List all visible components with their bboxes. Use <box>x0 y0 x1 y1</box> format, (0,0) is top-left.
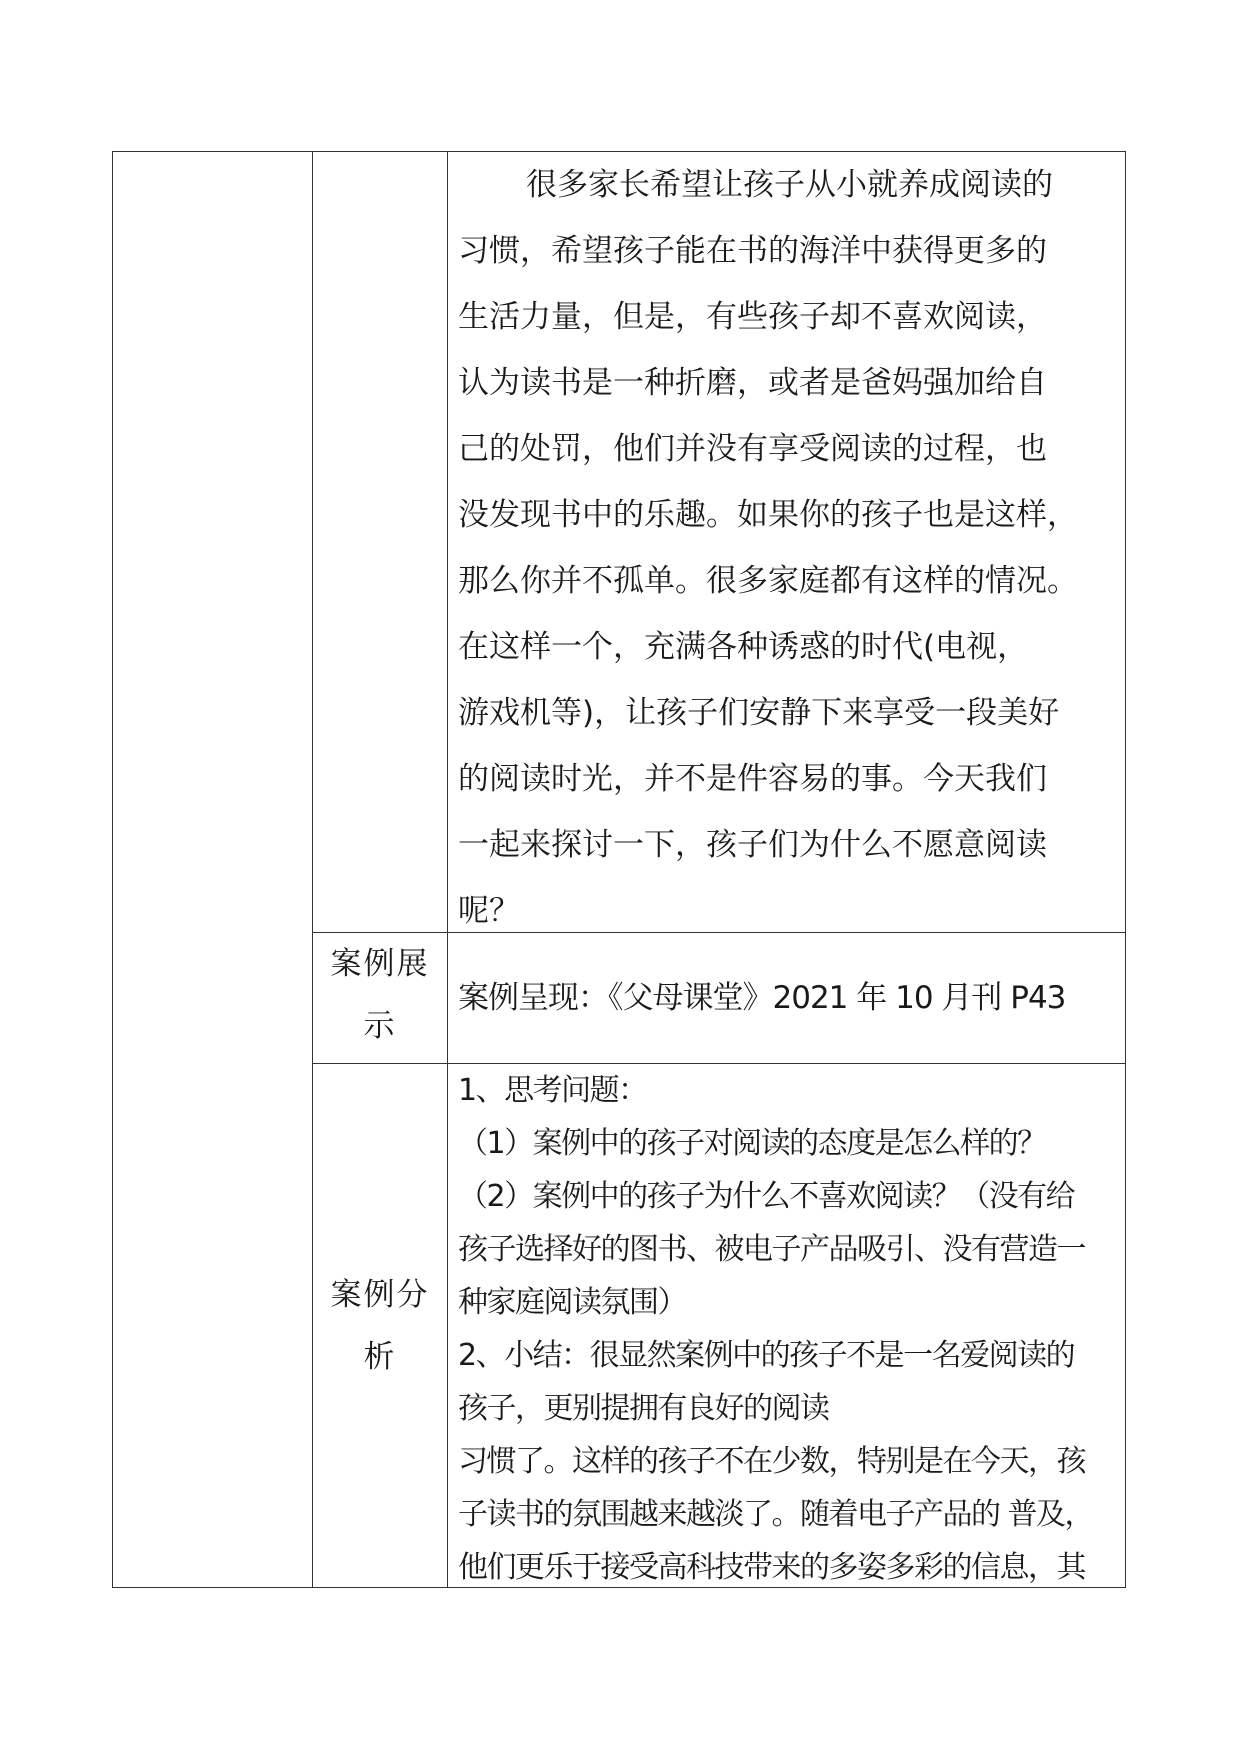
intro-line: 游戏机等)，让孩子们安静下来享受一段美好 <box>458 695 1060 731</box>
lesson-plan-table <box>112 151 1126 1588</box>
case-display-label-cell <box>313 933 448 1064</box>
intro-line: 一起来探讨一下，孩子们为什么不愿意阅读 <box>458 827 1047 863</box>
case-analysis-text <box>448 1064 1125 1587</box>
intro-line: 那么你并不孤单。很多家庭都有这样的情况。 <box>458 563 1078 599</box>
analysis-line: （1）案例中的孩子对阅读的态度是怎么样的？ <box>458 1126 1046 1161</box>
analysis-line: 习惯了。这样的孩子不在少数，特别是在今天，孩 <box>458 1444 1085 1479</box>
case-analysis-label-cell <box>313 1064 448 1588</box>
case-display-label: 案例展 示 <box>330 946 430 1044</box>
case-analysis-content-cell <box>448 1064 1126 1588</box>
blank-label-cell <box>313 152 448 933</box>
intro-line: 己的处罚，他们并没有享受阅读的过程，也 <box>458 431 1047 467</box>
blank-stage-cell <box>113 152 313 1588</box>
intro-line: 的阅读时光，并不是件容易的事。今天我们 <box>458 761 1047 797</box>
intro-line: 生活力量，但是，有些孩子却不喜欢阅读， <box>458 299 1047 335</box>
intro-line: 在这样一个，充满各种诱惑的时代(电视， <box>458 629 1029 665</box>
case-analysis-label: 案例分 析 <box>330 1276 430 1375</box>
intro-line: 认为读书是一种折磨，或者是爸妈强加给自 <box>458 365 1047 401</box>
case-display-content: 案例呈现：《父母课堂》2021 年 10 月刊 P43 <box>458 980 1066 1016</box>
intro-line: 习惯，希望孩子能在书的海洋中获得更多的 <box>458 233 1047 269</box>
analysis-line: （2）案例中的孩子为什么不喜欢阅读？（没有给 <box>458 1179 1075 1214</box>
analysis-line: 孩子选择好的图书、被电子产品吸引、没有营造一 <box>458 1232 1085 1267</box>
intro-line: 呢？ <box>458 893 520 929</box>
analysis-line: 子读书的氛围越来越淡了。随着电子产品的 普及， <box>458 1497 1094 1532</box>
intro-text <box>448 152 1125 932</box>
analysis-line: 孩子，更别提拥有良好的阅读 <box>458 1391 829 1426</box>
intro-line: 没发现书中的乐趣。如果你的孩子也是这样， <box>458 497 1078 533</box>
analysis-line: 他们更乐于接受高科技带来的多姿多彩的信息，其 <box>458 1550 1085 1585</box>
intro-line: 很多家长希望让孩子从小就养成阅读的 <box>526 167 1053 203</box>
intro-cell <box>448 152 1126 933</box>
analysis-line: 1、思考问题： <box>458 1073 647 1108</box>
case-display-content-cell <box>448 933 1126 1064</box>
analysis-line: 2、小结：很显然案例中的孩子不是一名爱阅读的 <box>458 1338 1075 1373</box>
intro-row <box>113 152 1126 933</box>
analysis-line: 种家庭阅读氛围） <box>458 1285 686 1320</box>
